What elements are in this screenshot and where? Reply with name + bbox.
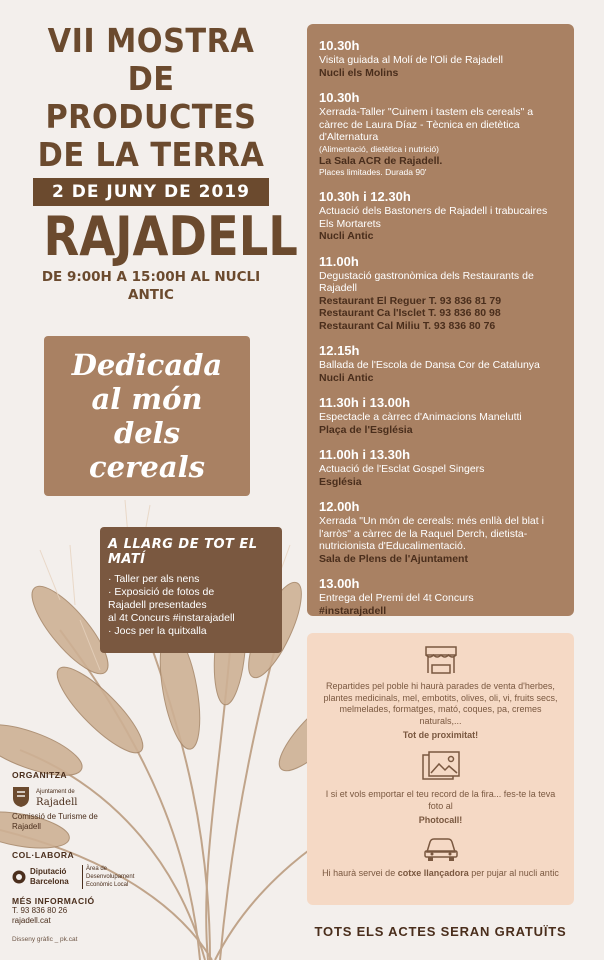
dedicada-box bbox=[44, 336, 250, 496]
schedule-event bbox=[319, 576, 562, 617]
event-time: 12.00h bbox=[319, 499, 360, 514]
all-morning-item: · Jocs per la quitxalla bbox=[108, 625, 207, 637]
event-place: Restaurant El Reguer T. 93 836 81 79 bbox=[319, 294, 502, 307]
schedule-event bbox=[319, 343, 562, 384]
schedule-event bbox=[319, 189, 562, 243]
market-text: Repartides pel poble hi haurà parades de venta d'herbes, plantes medicinals, mel, embotits, olives, oli, vi, fruits secs, melmelades, formatges, mató, coques, pa, cremes naturals,... bbox=[323, 681, 558, 726]
event-place: Plaça de l'Església bbox=[319, 423, 413, 436]
event-place: Nucli Antic bbox=[319, 371, 374, 384]
town-name: RAJADELL bbox=[43, 205, 298, 268]
dedicada-line-2: al món dels bbox=[91, 382, 203, 450]
event-time: 10.30h i 12.30h bbox=[319, 189, 411, 204]
title-block bbox=[26, 21, 298, 304]
free-events-banner: TOTS ELS ACTES SERAN GRATUÏTS bbox=[314, 924, 567, 939]
event-description: Xerrada-Taller "Cuinem i tastem els cereals" a càrrec de Laura Díaz - Tècnica en dietètica d'Alternatura bbox=[319, 106, 534, 143]
dedicada-line-3: cereals bbox=[89, 450, 205, 484]
shuttle-bold: cotxe llançadora bbox=[397, 868, 469, 878]
schedule-event bbox=[319, 395, 562, 436]
all-morning-box bbox=[100, 527, 282, 653]
photo-bold: Photocall! bbox=[418, 815, 463, 825]
event-place: Sala de Plens de l'Ajuntament bbox=[319, 552, 468, 565]
event-note: Places limitades. Durada 90' bbox=[319, 167, 427, 177]
schedule-event bbox=[319, 38, 562, 79]
all-morning-title: A LLARG DE TOT EL MATÍ bbox=[108, 537, 258, 567]
organitza-heading: ORGANITZA bbox=[12, 770, 68, 780]
collaborator-block bbox=[12, 850, 154, 889]
photo-icon bbox=[421, 751, 461, 783]
info-phone: T. 93 836 80 26 bbox=[12, 906, 68, 915]
event-place: Restaurant Cal Miliu T. 93 836 80 76 bbox=[319, 319, 496, 332]
diputacio-logo bbox=[12, 865, 154, 889]
event-description: Xerrada "Un món de cereals: més enllà del blat i l'arròs" a càrrec de la Raquel Derch, dietista-nutricionista d'Educalimentació. bbox=[319, 515, 544, 552]
comissio-text: Comissió de Turisme de Rajadell bbox=[12, 812, 98, 831]
event-place: Restaurant Ca l'Isclet T. 93 836 80 98 bbox=[319, 307, 501, 319]
all-morning-item: Rajadell presentades bbox=[108, 599, 207, 611]
ajuntament-logo bbox=[12, 786, 102, 808]
event-hours: DE 9:00H A 15:00H AL NUCLI ANTIC bbox=[41, 269, 261, 303]
mes-info-heading: MÉS INFORMACIÓ bbox=[12, 896, 95, 906]
shuttle-text bbox=[321, 868, 560, 880]
schedule-event bbox=[319, 499, 562, 565]
event-description: Degustació gastronòmica dels Restaurants de Rajadell bbox=[319, 269, 534, 294]
event-place: Nucli els Molins bbox=[319, 66, 399, 79]
event-time: 12.15h bbox=[319, 343, 360, 358]
event-description: Actuació dels Bastoners de Rajadell i trabucaires Els Mortarets bbox=[319, 205, 548, 230]
diputacio-icon bbox=[12, 870, 26, 884]
event-note: (Alimentació, dietètica i nutrició) bbox=[319, 143, 439, 154]
title-line-1: VII MOSTRA bbox=[47, 21, 255, 60]
market-section bbox=[321, 645, 560, 741]
event-time: 11.00h i 13.30h bbox=[319, 447, 411, 462]
schedule-event bbox=[319, 254, 562, 333]
schedule-panel bbox=[307, 24, 574, 616]
event-place: Nucli Antic bbox=[319, 230, 374, 242]
event-time: 10.30h bbox=[319, 38, 360, 53]
shuttle-pre: Hi haurà servei de bbox=[322, 868, 396, 878]
event-description: Espectacle a càrrec d'Animacions Manelutti bbox=[319, 411, 522, 423]
title-line-3: DE LA TERRA bbox=[37, 135, 265, 174]
event-time: 10.30h bbox=[319, 90, 360, 105]
event-place: Església bbox=[319, 475, 362, 488]
title-line-2: DE PRODUCTES bbox=[45, 59, 257, 136]
dedicada-line-1: Dedicada bbox=[71, 348, 223, 382]
event-time: 11.00h bbox=[319, 253, 359, 269]
diputacio-name: Diputació Barcelona bbox=[30, 867, 69, 886]
design-credit: Disseny gràfic _ pk.cat bbox=[12, 936, 78, 943]
event-description: Ballada de l'Escola de Dansa Cor de Catalunya bbox=[319, 359, 540, 371]
ajuntament-small: Ajuntament de bbox=[36, 788, 75, 795]
schedule-event bbox=[319, 447, 562, 488]
event-description: Entrega del Premi del 4t Concurs bbox=[319, 592, 474, 604]
event-time: 13.00h bbox=[319, 576, 360, 591]
organizer-block bbox=[12, 770, 102, 832]
event-description: Visita guiada al Molí de l'Oli de Rajadell bbox=[319, 54, 503, 66]
photo-text: I si et vols emportar el teu record de la fira... fes-te la teva foto al bbox=[325, 789, 556, 811]
dedicada-text bbox=[44, 348, 250, 484]
info-web[interactable]: rajadell.cat bbox=[12, 916, 51, 925]
ajuntament-name: Rajadell bbox=[36, 796, 78, 808]
schedule-event bbox=[319, 90, 562, 178]
all-morning-item: · Exposició de fotos de bbox=[108, 586, 215, 598]
event-date: 2 DE JUNY DE 2019 bbox=[33, 178, 269, 206]
market-bold: Tot de proximitat! bbox=[402, 730, 479, 740]
collabora-heading: COL·LABORA bbox=[12, 850, 75, 860]
event-place: #instarajadell bbox=[319, 604, 387, 617]
shield-icon bbox=[12, 786, 30, 808]
shuttle-section bbox=[321, 836, 560, 880]
shuttle-post: per pujar al nucli antic bbox=[471, 868, 559, 878]
photo-section bbox=[321, 751, 560, 826]
info-panel bbox=[307, 633, 574, 905]
all-morning-item: · Taller per als nens bbox=[108, 573, 200, 585]
car-icon bbox=[423, 836, 459, 862]
area-name: Àrea de Desenvolupament Econòmic Local bbox=[82, 865, 154, 889]
more-info-block bbox=[12, 896, 95, 926]
event-description: Actuació de l'Esclat Gospel Singers bbox=[319, 463, 485, 475]
market-stall-icon bbox=[423, 645, 459, 675]
event-time: 11.30h i 13.00h bbox=[319, 395, 411, 410]
event-place: La Sala ACR de Rajadell. bbox=[319, 154, 443, 167]
all-morning-item: al 4t Concurs #instarajadell bbox=[108, 612, 235, 624]
